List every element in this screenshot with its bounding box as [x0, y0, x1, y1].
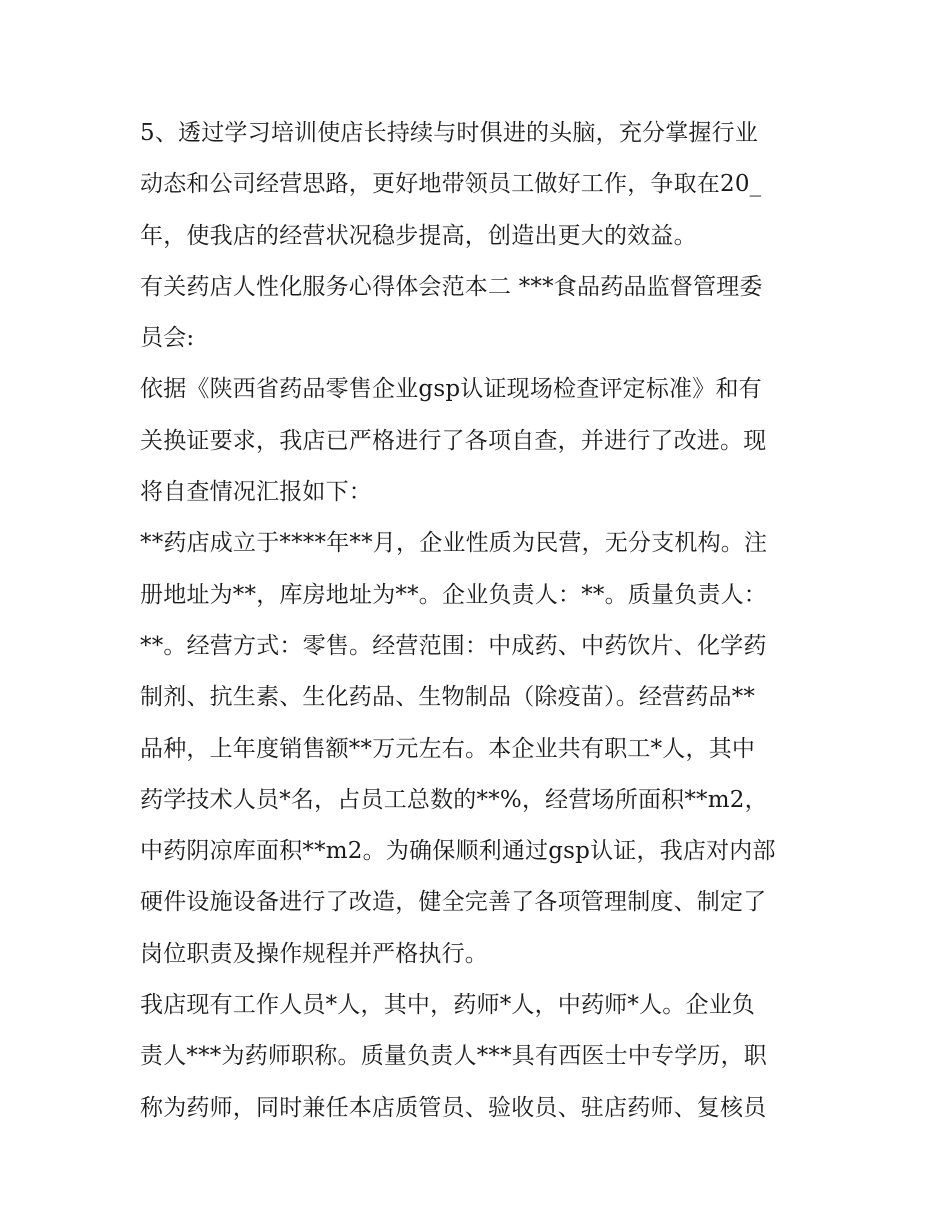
text-line: 责人***为药师职称。质量负责人***具有西医士中专学历，职 [140, 1043, 767, 1070]
document-page [140, 108, 820, 1134]
text-line: 将自查情况汇报如下： [140, 479, 372, 506]
text-line: **药店成立于****年**月，企业性质为民营，无分支机构。注 [140, 530, 768, 557]
text-line: 册地址为**，库房地址为**。企业负责人：**。质量负责人： [140, 581, 767, 608]
text-line: 品种，上年度销售额**万元左右。本企业共有职工*人，其中 [140, 735, 756, 762]
text-line: 年，使我店的经营状况稳步提高，创造出更大的效益。 [140, 222, 697, 249]
text-line: 动态和公司经营思路，更好地带领员工做好工作，争取在20_ [140, 171, 762, 198]
text-line: 员会: [140, 325, 195, 352]
text-line: 有关药店人性化服务心得体会范本二 ***食品药品监督管理委 [140, 273, 763, 300]
text-line: 药学技术人员*名，占员工总数的**%，经营场所面积**m2， [140, 786, 768, 813]
text-line: **。经营方式：零售。经营范围：中成药、中药饮片、化学药 [140, 632, 767, 659]
text-line: 关换证要求，我店已严格进行了各项自查，并进行了改进。现 [140, 427, 767, 454]
text-line: 制剂、抗生素、生化药品、生物制品（除疫苗）。经营药品** [140, 684, 756, 711]
text-line: 中药阴凉库面积**m2。为确保顺利通过gsp认证，我店对内部 [140, 838, 776, 865]
text-line: 依据《陕西省药品零售企业gsp认证现场检查评定标准》和有 [140, 376, 762, 403]
text-line: 我店现有工作人员*人，其中，药师*人，中药师*人。企业负 [140, 992, 756, 1019]
text-line: 硬件设施设备进行了改造，健全完善了各项管理制度、制定了 [140, 889, 767, 916]
text-line: 岗位职责及操作规程并严格执行。 [140, 940, 488, 967]
text-line: 5、透过学习培训使店长持续与时俱进的头脑，充分掌握行业 [140, 120, 759, 146]
text-line: 称为药师，同时兼任本店质管员、验收员、驻店药师、复核员 [140, 1094, 767, 1121]
